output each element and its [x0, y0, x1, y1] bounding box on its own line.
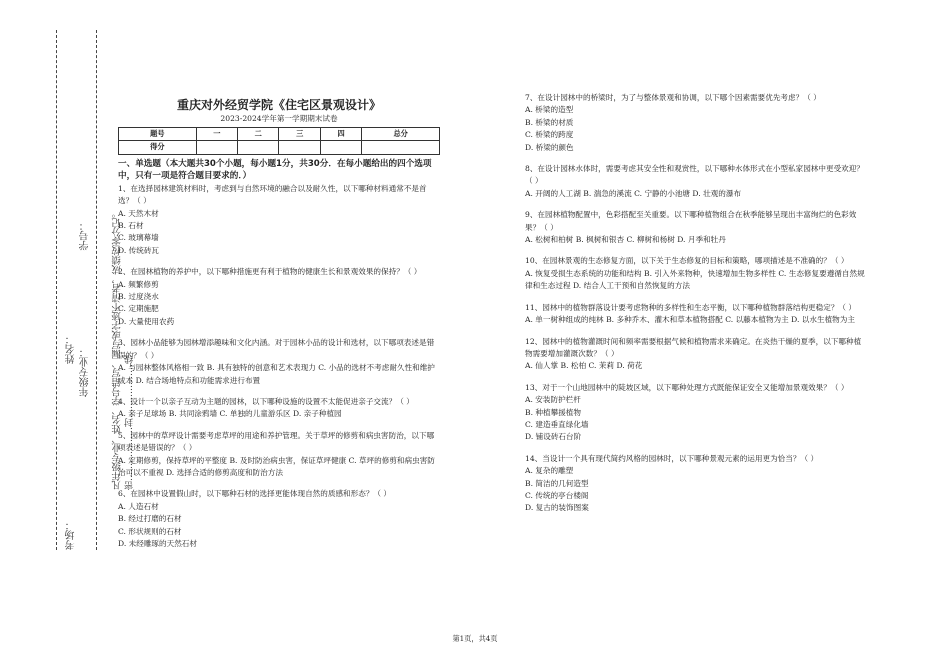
score-table: [118, 127, 440, 155]
question-option: A. 定期修剪，保持草坪的平整度 B. 及时防治病虫害，保证草坪健康 C. 草坪的修剪和病虫害防治可以不重视 D. 选择合适的修剪高度和防治方法: [118, 455, 435, 477]
question-stem: 13、对于一个山地园林中的陡坡区域，以下哪种处理方式既能保证安全又能增加景观效果？（ ）: [525, 382, 849, 392]
question-option: A. 复杂的雕塑: [525, 466, 574, 476]
exam-subtitle: 2023-2024学年第一学期期末试卷: [220, 114, 338, 123]
question-block: [118, 488, 440, 550]
question-option: D. 铺设砖石台阶: [525, 432, 582, 442]
question-stem: 6、在园林中设置假山时，以下哪种石材的选择更能体现自然的质感和形态？（ ）: [118, 489, 392, 499]
question-option: B. 经过打磨的石材: [118, 514, 182, 524]
question-option: C. 桥梁的跨度: [525, 130, 574, 140]
question-block: [525, 302, 865, 327]
question-stem: 10、在园林景观的生态修复方面，以下关于生态修复的目标和策略，哪项描述是不准确的？（ ）: [525, 256, 849, 266]
question-stem: 12、园林中的植物灌溉时间和频率需要根据气候和植物需求来确定。在炎热干燥的夏季，以下哪种植物需要增加灌溉次数？（ ）: [525, 336, 862, 358]
question-block: [118, 430, 440, 480]
question-option: D. 桥梁的颜色: [525, 142, 574, 152]
question-option: A. 仙人掌 B. 松柏 C. 茉莉 D. 荷花: [525, 361, 643, 371]
question-block: [118, 266, 440, 328]
question-stem: 1、在选择园林建筑材料时，考虑到与自然环境的融合以及耐久性，以下哪种材料通常不是首选？（ ）: [118, 183, 427, 206]
score-header-cell: 二: [238, 128, 279, 141]
score-table-score-row: [119, 141, 440, 154]
question-stem: 14、当设计一个具有现代简约风格的园林时，以下哪种景观元素的运用更为恰当？（ ）: [525, 453, 819, 463]
question-stem: 2、在园林植物的养护中，以下哪种措施更有利于植物的健康生长和景观效果的保持？（ ）: [118, 267, 422, 277]
question-block: [525, 255, 865, 292]
question-option: A. 恢复受损生态系统的功能和结构 B. 引入外来物种，快速增加生物多样性 C. 生态修复要遵循自然规律和生态过程 D. 结合人工干预和自然恢复的方法: [525, 268, 865, 291]
question-option: A. 频繁修剪: [118, 279, 159, 289]
score-header-cell: 题号: [119, 128, 197, 141]
question-block: [525, 209, 865, 246]
seal-marker: 密………………封………………线: [125, 355, 135, 490]
question-option: B. 桥梁的材质: [525, 117, 574, 127]
question-block: [525, 382, 865, 444]
question-option: D. 未经雕琢的天然石材: [118, 538, 197, 548]
question-option: C. 玻璃幕墙: [118, 233, 159, 243]
score-row-label: 得分: [119, 141, 197, 154]
question-option: B. 过度浇水: [118, 292, 159, 302]
question-option: B. 简洁的几何造型: [525, 478, 589, 488]
question-option: C. 建造垂直绿化墙: [525, 419, 589, 429]
question-option: C. 传统的亭台楼阁: [525, 490, 589, 500]
question-option: A. 亲子足球场 B. 共同涂鸦墙 C. 单独的儿童游乐区 D. 亲子种植园: [118, 409, 342, 419]
question-stem: 11、园林中的植物群落设计要考虑物种的多样性和生态平衡，以下哪种植物群落结构更稳定？（ ）: [525, 302, 857, 312]
question-stem: 4、设计一个以亲子互动为主题的园林，以下哪种设施的设置不太能促进亲子交流？（ ）: [118, 396, 414, 406]
score-header-cell: 一: [196, 128, 237, 141]
question-stem: 3、园林小品能够为园林增添趣味和文化内涵。对于园林小品的设计和选材，以下哪项表述是错误的？（ ）: [118, 338, 435, 360]
question-option: A. 松树和柏树 B. 枫树和银杏 C. 柳树和杨树 D. 月季和牡丹: [525, 235, 726, 245]
question-option: B. 种植攀援植物: [525, 407, 581, 417]
score-cell[interactable]: [362, 141, 440, 154]
question-block: [525, 453, 865, 515]
question-block: [118, 337, 440, 387]
question-block: [118, 183, 440, 257]
score-cell[interactable]: [320, 141, 361, 154]
question-stem: 7、在设计园林中的桥梁时，为了与整体景观和协调，以下哪个因素需要优先考虑？（ ）: [525, 93, 821, 102]
score-cell[interactable]: [238, 141, 279, 154]
score-cell[interactable]: [196, 141, 237, 154]
question-option: A. 开阔的人工湖 B. 湍急的溪流 C. 宁静的小池塘 D. 壮观的瀑布: [525, 188, 742, 198]
score-cell[interactable]: [279, 141, 320, 154]
question-option: A. 安装防护栏杆: [525, 395, 581, 405]
question-option: A. 单一树种组成的纯林 B. 多种乔木、灌木和草本植物搭配 C. 以藤本植物为主 D. 以水生植物为主: [525, 315, 855, 325]
question-list-left: [118, 183, 440, 551]
cut-line-inner: [96, 30, 97, 550]
question-stem: 5、园林中的草坪设计需要考虑草坪的用途和养护管理。关于草坪的修剪和病虫害防治，以下哪项表述是错误的？（ ）: [118, 430, 435, 453]
question-list-right: [525, 92, 865, 515]
exam-site-label: 考场： 姓名：: [66, 333, 77, 550]
page-footer: 第1页，共4页: [452, 634, 498, 643]
question-option: B. 石材: [118, 221, 144, 231]
score-header-cell: 三: [279, 128, 320, 141]
question-option: D. 大量使用农药: [118, 316, 175, 326]
question-option: A. 桥梁的造型: [525, 105, 574, 115]
question-block: [525, 92, 865, 154]
question-block: [118, 396, 440, 421]
question-option: C. 定期施肥: [118, 304, 159, 314]
left-column: [118, 98, 440, 550]
question-option: A. 人造石材: [118, 501, 159, 511]
cut-line-outer: [56, 30, 57, 550]
score-header-cell: 四: [320, 128, 361, 141]
warning-text: 年级专业： 学号：: [80, 220, 91, 397]
question-block: [525, 336, 865, 373]
question-option: D. 复古的装饰图案: [525, 503, 589, 513]
exam-title: 重庆对外经贸学院《住宅区景观设计》: [176, 98, 381, 112]
question-option: C. 形状规则的石材: [118, 526, 182, 536]
question-stem: 9、在园林植物配置中，色彩搭配至关重要。以下哪种植物组合在秋季能够呈现出丰富绚烂的色彩效果？（ ）: [525, 210, 857, 232]
score-header-cell: 总分: [362, 128, 440, 141]
question-option: D. 传统砖瓦: [118, 245, 160, 255]
right-column: [525, 92, 865, 515]
question-stem: 8、在设计园林水体时，需要考虑其安全性和观赏性，以下哪种水体形式在小型私家园林中更受欢迎？（ ）: [525, 164, 864, 186]
question-option: A. 天然木材: [118, 208, 159, 218]
section-heading: 一、单选题（本大题共30个小题，每小题1分，共30分．在每小题给出的四个选项中，只有一项是符合题目要求的．）: [118, 158, 432, 182]
score-table-header-row: [119, 128, 440, 141]
question-option: A. 与园林整体风格相一致 B. 具有独特的创意和艺术表现力 C. 小品的选材不考虑耐久性和维护成本 D. 结合场地特点和功能需求进行布置: [118, 363, 435, 385]
seal-line-text: 凡年级专业、姓名、学号错写、漏写或字迹不清者，成绩按零分记。: [112, 208, 123, 490]
question-block: [525, 163, 865, 200]
